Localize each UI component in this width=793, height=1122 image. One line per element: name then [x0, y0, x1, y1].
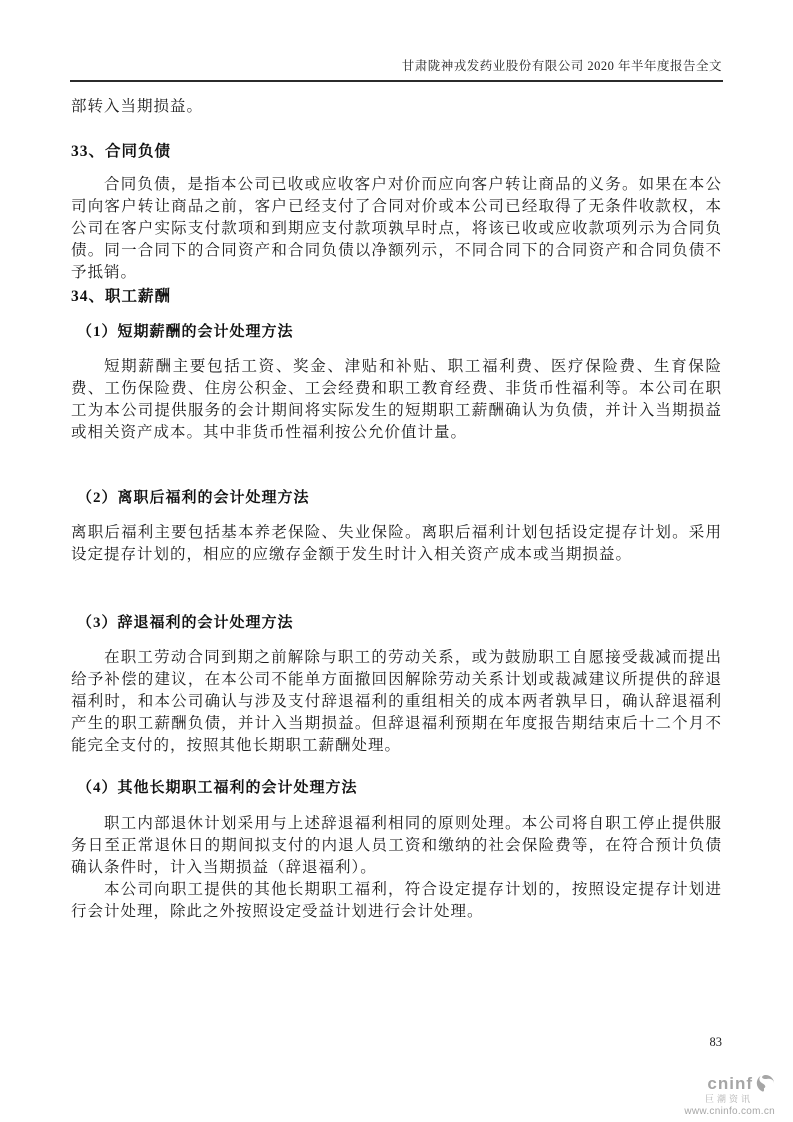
subsection-4-heading: （4）其他长期职工福利的会计处理方法 — [77, 780, 358, 796]
cninfo-brand-text: cninf — [707, 1074, 753, 1093]
section-33-paragraph: 合同负债，是指本公司已收或应收客户对价而应向客户转让商品的义务。如果在本公司向客户转让商品之前，客户已经支付了合同对价或本公司已经取得了无条件收款权，本公司在客户实际支付款项和到期应支付款项孰早时点，将该已收或应收款项列示为合同负债。同一合同下的合同资产和合同负债以净额列示，不同合同下的合同资产和合同负债不予抵销。 — [71, 176, 722, 281]
subsection-2-paragraph: 离职后福利主要包括基本养老保险、失业保险。离职后福利计划包括设定提存计划。采用设定提存计划的，相应的应缴存金额于发生时计入相关资产成本或当期损益。 — [71, 524, 722, 563]
subsection-4-paragraph-2: 本公司向职工提供的其他长期职工福利，符合设定提存计划的，按照设定提存计划进行会计处理，除此之外按照设定受益计划进行会计处理。 — [71, 881, 722, 920]
cninfo-logo — [684, 1074, 775, 1117]
subsection-2-heading: （2）离职后福利的会计处理方法 — [77, 490, 310, 506]
header-divider — [70, 80, 723, 82]
subsection-1-heading: （1）短期薪酬的会计处理方法 — [77, 324, 294, 340]
cninfo-swirl-icon — [756, 1074, 775, 1093]
subsection-4-paragraphs — [71, 813, 722, 923]
cninfo-chinese-name: 巨潮资讯 — [704, 1094, 753, 1104]
subsection-1-paragraph: 短期薪酬主要包括工资、奖金、津贴和补贴、职工福利费、医疗保险费、生育保险费、工伤保险费、住房公积金、工会经费和职工教育经费、非货币性福利等。本公司在职工为本公司提供服务的会计期间将实际发生的短期职工薪酬确认为负债，并计入当期损益或相关资产成本。其中非货币性福利按公允价值计量。 — [71, 358, 722, 441]
page-number: 83 — [709, 1035, 722, 1049]
cninfo-logo-row — [684, 1074, 775, 1093]
subsection-4-paragraph-1: 职工内部退休计划采用与上述辞退福利相同的原则处理。本公司将自职工停止提供服务日至正常退休日的期间拟支付的内退人员工资和缴纳的社会保险费等，在符合预计负债确认条件时，计入当期损益（辞退福利）。 — [71, 815, 722, 876]
page-header-title: 甘肃陇神戎发药业股份有限公司 2020 年半年度报告全文 — [401, 59, 722, 73]
subsection-3-paragraph: 在职工劳动合同到期之前解除与职工的劳动关系，或为鼓励职工自愿接受裁减而提出给予补偿的建议，在本公司不能单方面撤回因解除劳动关系计划或裁减建议所提供的辞退福利时，和本公司确认与涉及支付辞退福利的重组相关的成本两者孰早日，确认辞退福利产生的职工薪酬负债，并计入当期损益。但辞退福利预期在年度报告期结束后十二个月不能完全支付的，按照其他长期职工薪酬处理。 — [71, 649, 722, 754]
continuation-text: 部转入当期损益。 — [71, 98, 204, 115]
subsection-3-heading: （3）辞退福利的会计处理方法 — [77, 615, 294, 631]
section-34-heading: 34、职工薪酬 — [71, 288, 172, 305]
cninfo-url: www.cninfo.com.cn — [684, 1106, 775, 1117]
section-33-heading: 33、合同负债 — [71, 143, 172, 160]
